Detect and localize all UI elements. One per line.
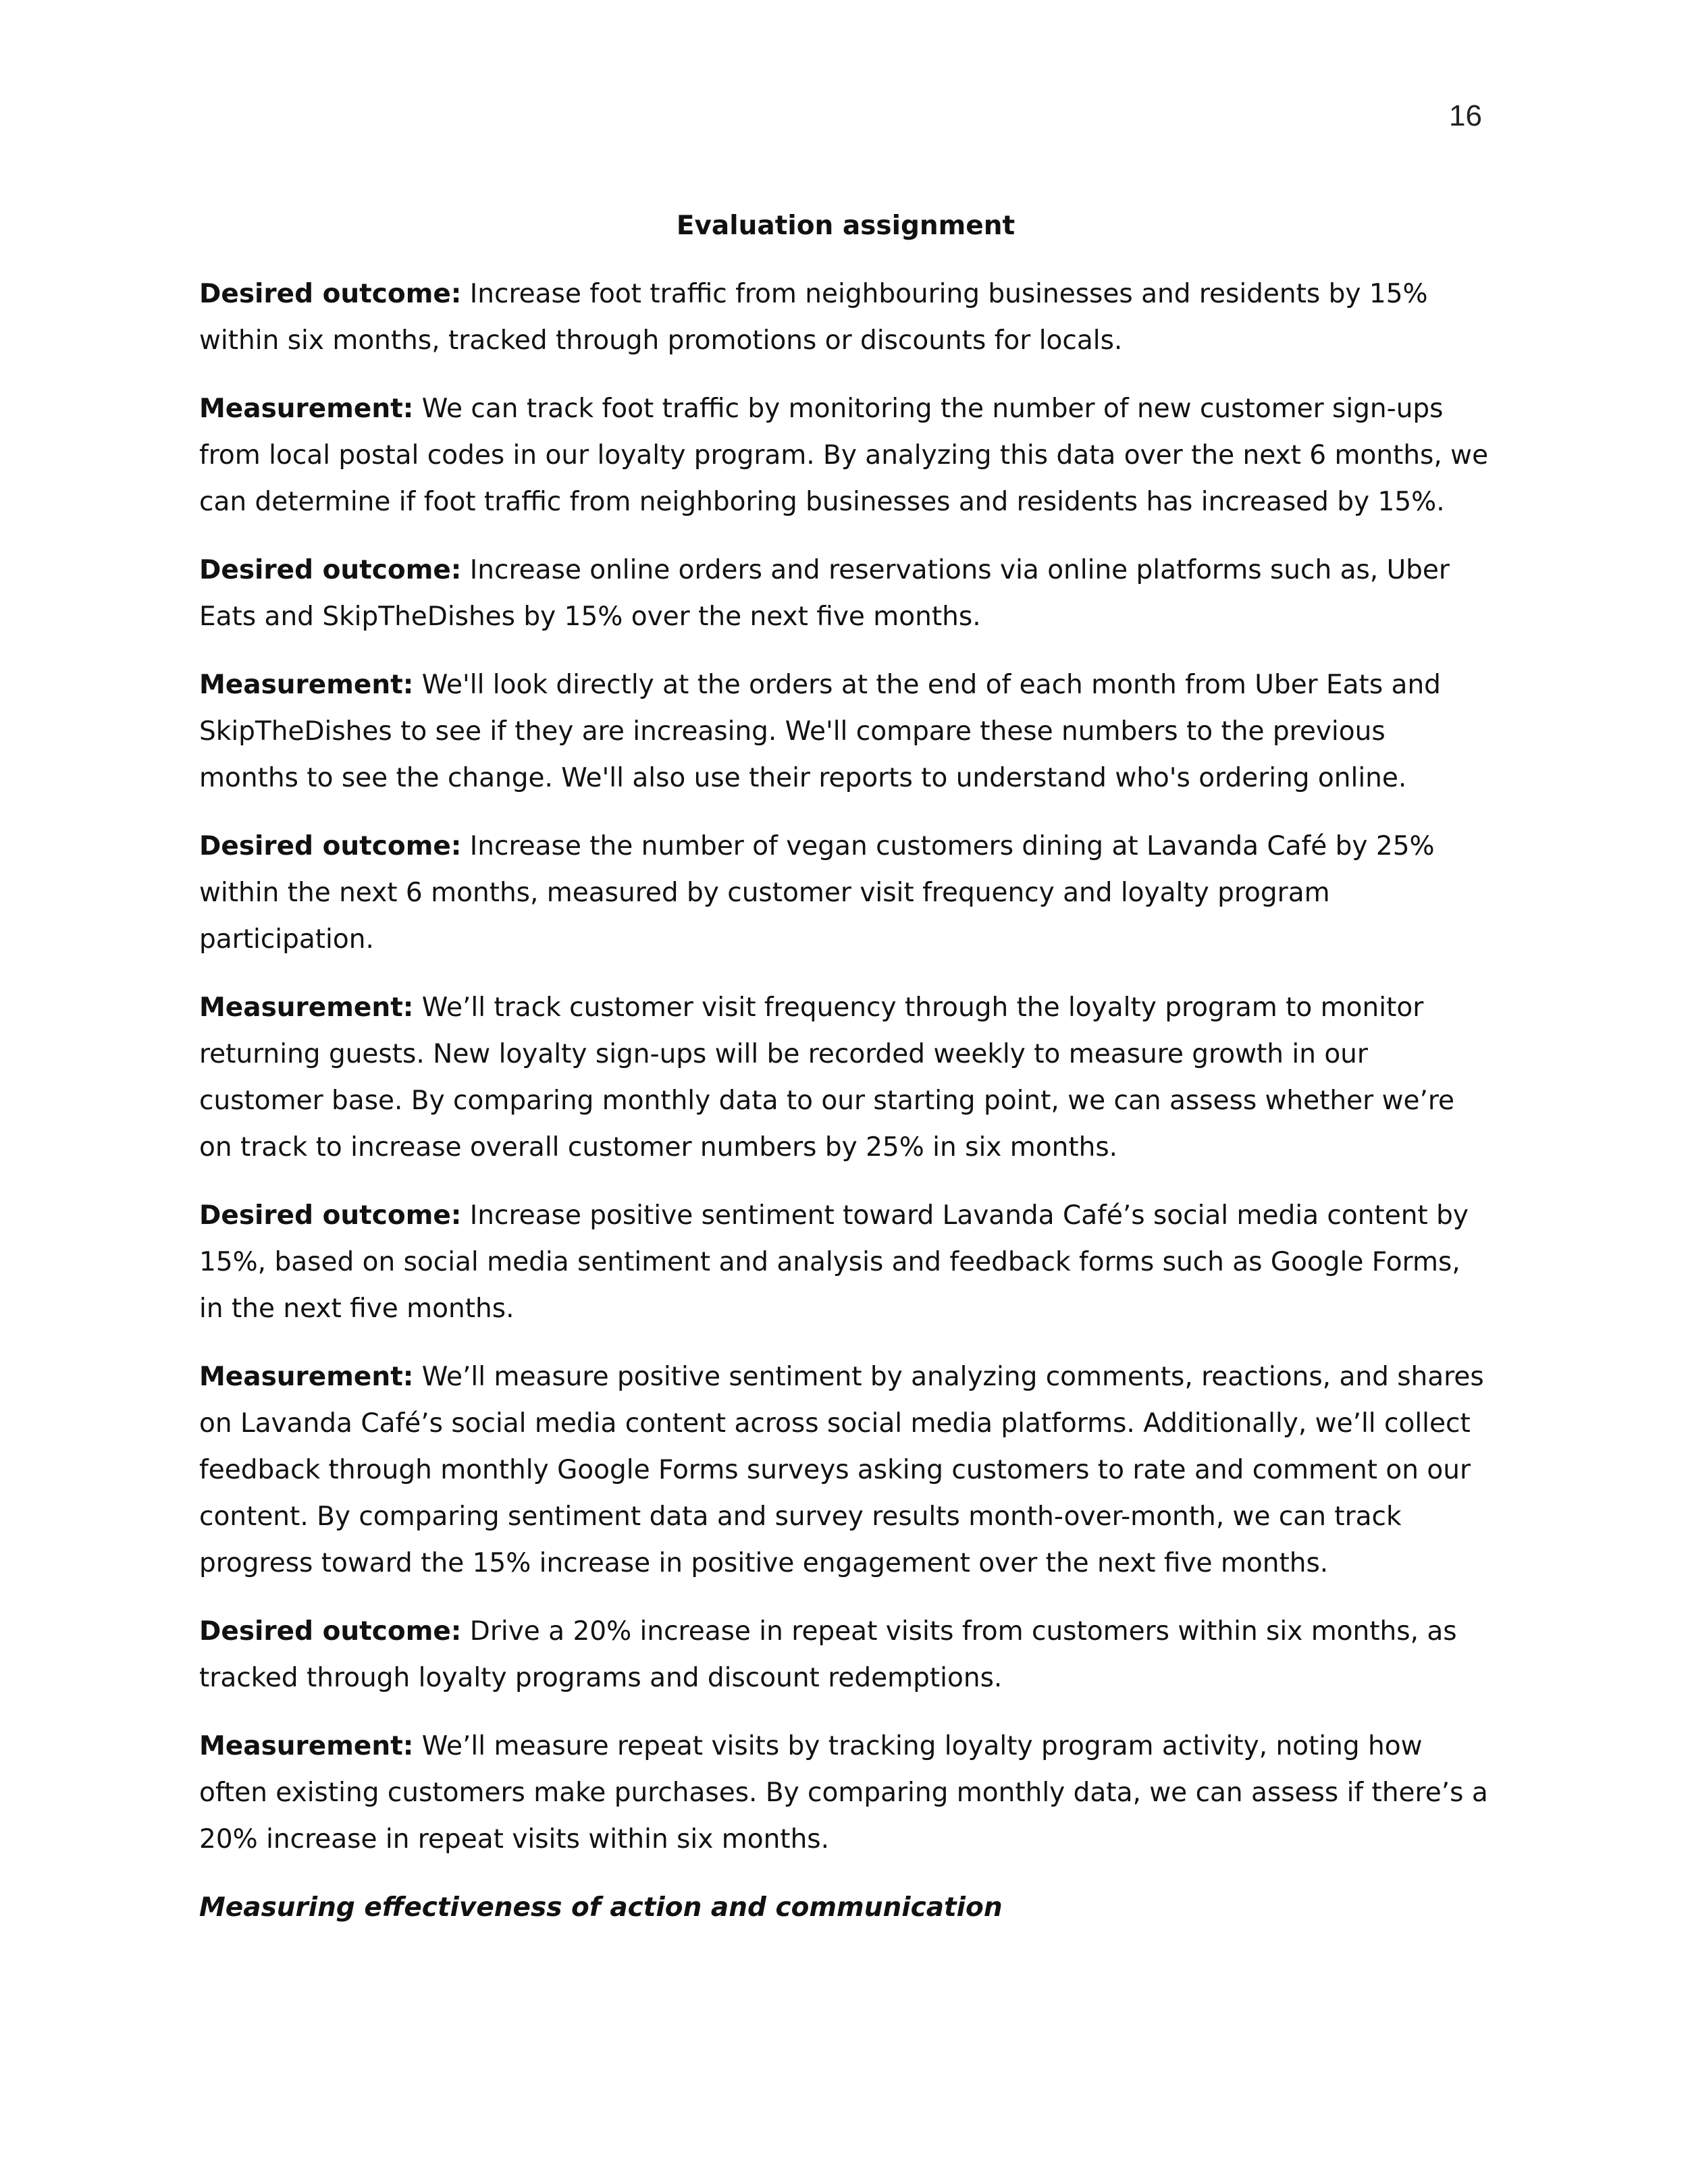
measurement-paragraph xyxy=(199,1354,1492,1587)
paragraph-text: Increase the number of vegan customers dining at Lavanda Café by 25% within the next 6 months, measured by customer visit frequency and loyalty program participation. xyxy=(199,831,1435,955)
paragraph-text: Increase foot traffic from neighbouring businesses and residents by 15% within six months, tracked through promotions or discounts for locals. xyxy=(199,279,1428,356)
measurement-paragraph xyxy=(199,662,1492,801)
paragraph-label: Desired outcome: xyxy=(199,1616,462,1647)
document-body xyxy=(199,203,1492,1931)
measurement-paragraph xyxy=(199,984,1492,1171)
paragraph-label: Measurement: xyxy=(199,992,414,1023)
paragraph-label: Desired outcome: xyxy=(199,831,462,861)
paragraph-label: Measurement: xyxy=(199,1362,414,1392)
paragraph-label: Desired outcome: xyxy=(199,279,462,309)
desired-outcome-paragraph xyxy=(199,1608,1492,1701)
paragraph-label: Measurement: xyxy=(199,1731,414,1761)
paragraph-text: Increase positive sentiment toward Lavanda Café’s social media content by 15%, based on social media sentiment and analysis and feedback forms such as Google Forms, in the next five months. xyxy=(199,1200,1469,1324)
desired-outcome-paragraph xyxy=(199,1192,1492,1332)
measurement-paragraph xyxy=(199,385,1492,525)
paragraph-label: Desired outcome: xyxy=(199,1200,462,1231)
paragraph-text: We’ll track customer visit frequency through the loyalty program to monitor returning guests. New loyalty sign-ups will be recorded weekly to measure growth in our customer base. By comparing monthly data to our starting point, we can assess whether we’re on track to increase overall customer numbers by 25% in six months. xyxy=(199,992,1455,1163)
paragraph-text: We’ll measure repeat visits by tracking loyalty program activity, noting how often existing customers make purchases. By comparing monthly data, we can assess if there’s a 20% increase in repeat visits within six months. xyxy=(199,1731,1488,1855)
paragraph-label: Desired outcome: xyxy=(199,555,462,585)
paragraph-text: Drive a 20% increase in repeat visits from customers within six months, as tracked through loyalty programs and discount redemptions. xyxy=(199,1616,1457,1693)
paragraph-text: We'll look directly at the orders at the end of each month from Uber Eats and SkipTheDishes to see if they are increasing. We'll compare these numbers to the previous months to see the change. We'll also use their reports to understand who's ordering online. xyxy=(199,670,1441,793)
document-title: Evaluation assignment xyxy=(676,211,1016,241)
paragraph-text: Increase online orders and reservations via online platforms such as, Uber Eats and SkipTheDishes by 15% over the next five months. xyxy=(199,555,1450,632)
paragraph-label: Measurement: xyxy=(199,394,414,424)
desired-outcome-paragraph xyxy=(199,271,1492,364)
page-number: 16 xyxy=(1449,99,1482,132)
paragraph-text: We can track foot traffic by monitoring the number of new customer sign-ups from local postal codes in our loyalty program. By analyzing this data over the next 6 months, we can determine if foot traffic from neighboring businesses and residents has increased by 15%. xyxy=(199,394,1489,517)
paragraph-text: We’ll measure positive sentiment by analyzing comments, reactions, and shares on Lavanda Café’s social media content across social media platforms. Additionally, we’ll collect feedback through monthly Google Forms surveys asking customers to rate and comment on our content. By comparing sentiment data and survey results month-over-month, we can track progress toward the 15% increase in positive engagement over the next five months. xyxy=(199,1362,1484,1578)
desired-outcome-paragraph xyxy=(199,823,1492,963)
measurement-paragraph xyxy=(199,1723,1492,1863)
section-heading: Measuring effectiveness of action and communication xyxy=(199,1892,1003,1923)
desired-outcome-paragraph xyxy=(199,547,1492,640)
paragraph-label: Measurement: xyxy=(199,670,414,700)
